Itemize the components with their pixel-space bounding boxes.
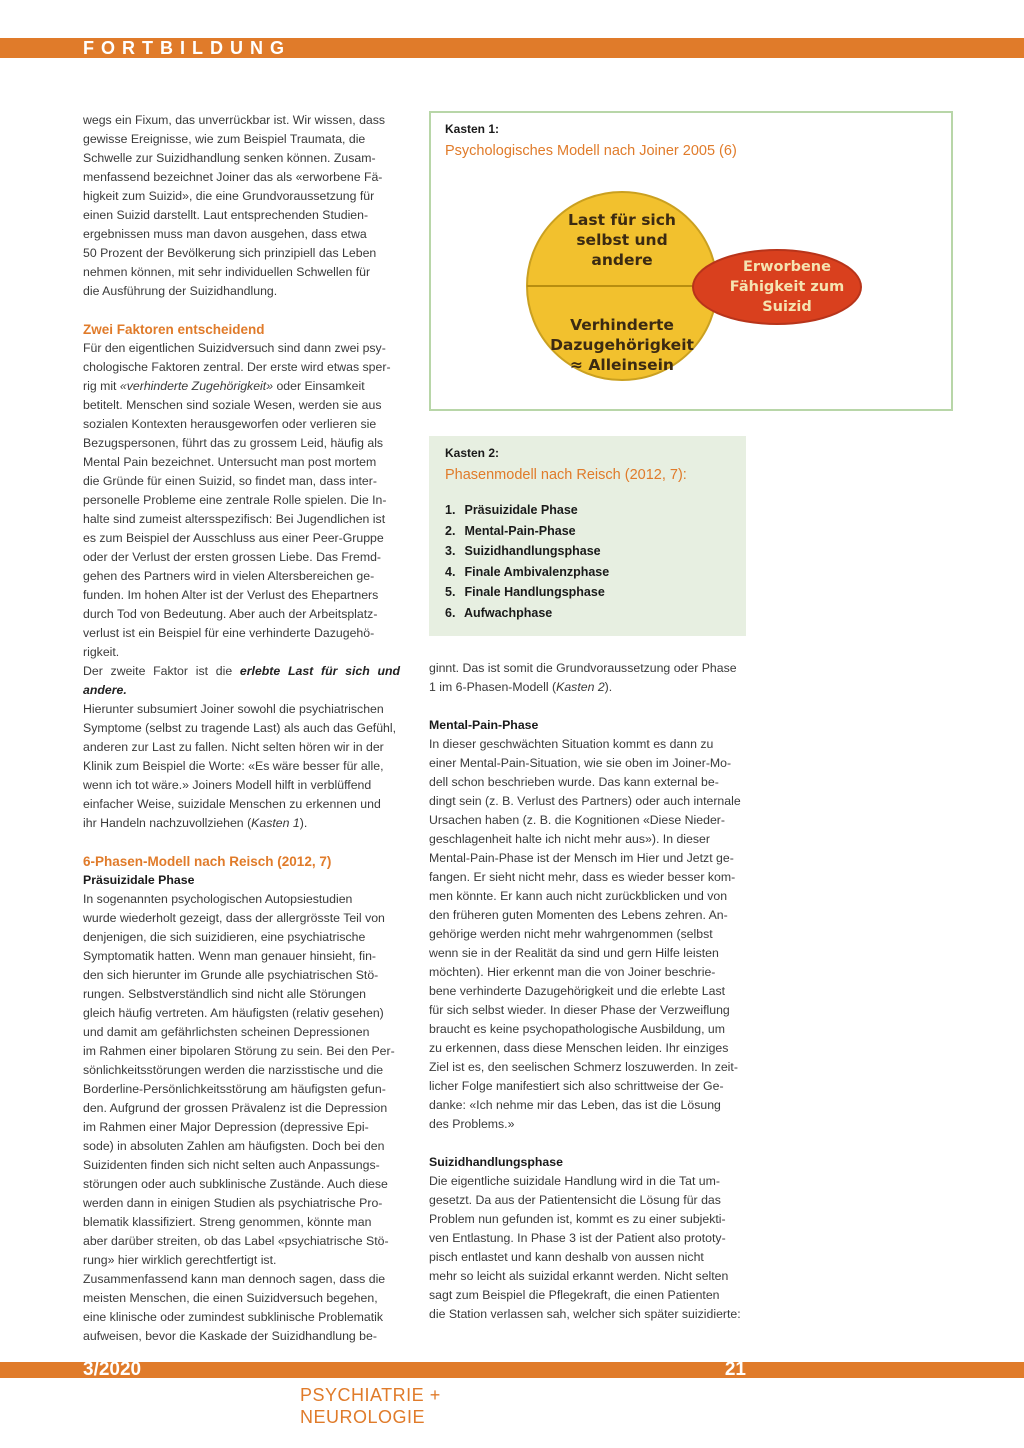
text-line: Hierunter subsumiert Joiner sowohl die psychiatrischen [83,702,384,716]
text-line: durch Tod von Bedeutung. Aber auch der Arbeitsplatz- [83,607,378,621]
text-line: gehen des Partners wird in vielen Altersbereichen ge- [83,569,375,583]
text-line: Ursachen haben (z. B. die Kognitionen «Diese Nieder- [429,813,725,827]
text-line: einer Mental-Pain-Situation, wie sie oben im Joiner-Mo- [429,756,732,770]
reference-kasten-2: Kasten 2 [556,680,605,694]
text-line: werden dann in einigen Studien als psychiatrische Pro- [83,1196,383,1210]
text-line: mehr so leicht als suizidal erkannt werden. Nicht selten [429,1269,729,1283]
text-line: blematik klassifiziert. Streng genommen, könnte man [83,1215,372,1229]
text-line: Suizidenten finden sich nicht selten auch Anpassungs- [83,1158,380,1172]
text-line: In sogenannten psychologischen Autopsiestudien [83,892,353,906]
text-line: Problem nun gefunden ist, kommt es zu einer subjekti- [429,1212,726,1226]
text-line: störungen oder auch subklinische Zustände. Auch diese [83,1177,388,1191]
upper-label-line: Last für sich [568,211,676,229]
box2-caption: Kasten 2: [445,446,500,460]
text-line: gehörige werden nicht mehr wahrgenommen (selbst [429,927,713,941]
text-line: Mental-Pain-Phase ist der Mensch im Hier und Jetzt ge- [429,851,734,865]
phase-item: 3. Suizidhandlungsphase [445,544,601,559]
text-line: fangen. Er sieht nicht mehr, dass es wieder besser kom- [429,870,736,884]
text-line: wenn ich tot wäre.» Joiners Modell hilft in verblüffend [83,778,372,792]
text-line: Die eigentliche suizidale Handlung wird in die Tat um- [429,1174,720,1188]
text-line: oder der Verlust der ersten grossen Liebe. Das Fremd- [83,550,382,564]
issue-number: 3/2020 [83,1359,142,1380]
box2-title: Phasenmodell nach Reisch (2012, 7): [445,467,687,483]
paragraph-mental-pain [429,735,746,1134]
text-line: und damit am gefährlichsten scheinen Depressionen [83,1025,370,1039]
intro-paragraph [83,111,400,301]
term-erlebte-last: erlebte Last für sich und andere. [83,664,400,697]
text-line: im Rahmen einer bipolaren Störung zu sein. Bei den Per- [83,1044,395,1058]
text-line: dell schon beschrieben wurde. Das kann external be- [429,775,719,789]
text-line: des Problems.» [429,1117,515,1131]
right-column [429,659,746,1324]
paragraph-suizidhandlung [429,1172,746,1324]
text-line: nehmen können, mit sehr individuellen Schwellen für [83,265,371,279]
text-line: 1 im 6-Phasen-Modell (Kasten 2). [429,680,613,694]
text-line: zu erkennen, dass diese Menschen leiden. Ihr einziges [429,1041,729,1055]
paragraph-last [83,700,400,814]
lower-label-line: Dazugehörigkeit [550,336,694,354]
heading-zwei-faktoren: Zwei Faktoren entscheidend [83,322,265,337]
text-line: ihr Handeln nachzuvollziehen (Kasten 1). [83,816,308,830]
text-line: es zum Beispiel der Ausschluss aus einer Peer-Gruppe [83,531,384,545]
text-line: personelle Probleme eine zentrale Rolle spielen. Die In- [83,493,387,507]
subheading-praesuizidale-phase: Präsuizidale Phase [83,873,195,887]
red-label-line: Fähigkeit zum [729,279,845,295]
text-line: Der zweite Faktor ist die erlebte Last für sich und andere. [83,664,400,697]
text-line: den früheren guten Momenten des Lebens zehren. An- [429,908,728,922]
paragraph-praesuizidal [83,890,400,1346]
phase-list [445,500,609,624]
text-line: aufweisen, bevor die Kaskade der Suizidhandlung be- [83,1329,377,1343]
text-line: ginnt. Das ist somit die Grundvoraussetzung oder Phase [429,661,737,675]
text-line: sode) in absoluten Zahlen am häufigsten. Doch bei den [83,1139,385,1153]
lower-label-line: Verhinderte [570,316,674,334]
phase-item: 4. Finale Ambivalenzphase [445,564,610,579]
text-line: licher Folge manifestiert sich also schrittweise der Ge- [429,1079,724,1093]
text-line: dingt sein (z. B. Verlust des Partners) oder auch internale [429,794,741,808]
text-line: menfassend bezeichnet Joiner das als «erworbene Fä- [83,170,383,184]
text-line: verlust ist ein Beispiel für eine verhinderte Dazugehö- [83,626,375,640]
text-line: Symptome (selbst zu tragende Last) als auch das Gefühl, [83,721,397,735]
box1-title: Psychologisches Modell nach Joiner 2005 (6) [445,143,737,159]
text-line: In dieser geschwächten Situation kommt es dann zu [429,737,714,751]
text-line: anderen zur Last zu fallen. Nicht selten hören wir in der [83,740,384,754]
text-line: Für den eigentlichen Suizidversuch sind dann zwei psy- [83,341,386,355]
text-line: funden. Im hohen Alter ist der Verlust des Ehepartners [83,588,379,602]
phase-item: 2. Mental-Pain-Phase [445,523,576,538]
text-line: rung» hier wirklich gerechtfertigt ist. [83,1253,277,1267]
box1-caption: Kasten 1: [445,122,500,136]
subheading-mental-pain-phase: Mental-Pain-Phase [429,718,539,732]
page-number: 21 [724,1359,746,1380]
text-line: den. Aufgrund der grossen Prävalenz ist die Depression [83,1101,388,1115]
text-line: ergebnissen muss man davon ausgehen, dass etwa [83,227,367,241]
text-line: men könnte. Er kann auch nicht zurückblicken und von [429,889,728,903]
text-line: rungen. Selbstverständlich sind nicht alle Störungen [83,987,367,1001]
text-line: Mental Pain bezeichnet. Untersucht man post mortem [83,455,377,469]
text-line: sönlichkeitsstörungen werden die narzisstische und die [83,1063,384,1077]
text-line: Schwelle zur Suizidhandlung senken können. Zusam- [83,151,376,165]
text-line: für sich selbst wieder. In dieser Phase der Verzweiflung [429,1003,730,1017]
text-line: sozialen Kontexten herausgeworfen oder verlieren sie [83,417,377,431]
text-line: wegs ein Fixum, das unverrückbar ist. Wir wissen, dass [83,113,386,127]
text-line: Borderline-Persönlichkeitsstörung am häufigsten gefun- [83,1082,386,1096]
journal-name: PSYCHIATRIE + NEUROLOGIE [300,1385,441,1427]
subheading-suizidhandlungsphase: Suizidhandlungsphase [429,1155,563,1169]
text-line: higkeit zum Suizid», die eine Grundvoraussetzung für [83,189,375,203]
red-label-line: Suizid [762,299,812,315]
text-line: wenn sie in der Realität da sind und gern Hilfe leisten [429,946,719,960]
text-line: gewisse Ereignisse, wie zum Beispiel Traumata, die [83,132,366,146]
text-line: pisch entlastet und kann deshalb von aussen nicht [429,1250,704,1264]
text-line: denjenigen, die sich suizidieren, eine psychiatrische [83,930,366,944]
text-line: Symptomatik hatten. Wenn man genauer hinsieht, fin- [83,949,377,963]
phase-item: 6. Aufwachphase [445,605,553,620]
footer-bar [0,1362,1024,1378]
text-line: Ziel ist es, den seelischen Schmerz loszuwerden. In zeit- [429,1060,738,1074]
text-line: halte sind zumeist altersspezifisch: Bei Jugendlichen ist [83,512,386,526]
text-line: die Ausführung der Suizidhandlung. [83,284,278,298]
reference-kasten-1: Kasten 1 [251,816,300,830]
text-line: danke: «Ich nehme mir das Leben, das ist die Lösung [429,1098,721,1112]
text-line: Zusammenfassend kann man dennoch sagen, dass die [83,1272,386,1286]
phase-item: 1. Präsuizidale Phase [445,503,578,517]
text-line: meisten Menschen, die einen Suizidversuch begehen, [83,1291,378,1305]
text-line: Klinik zum Beispiel die Worte: «Es wäre besser für alle, [83,759,384,773]
text-line: einfacher Weise, suizidale Menschen zu erkennen und [83,797,381,811]
text-line: die Station verlassen sah, welcher sich später suizidierte: [429,1307,741,1321]
left-column [83,111,400,1346]
text-line: rigkeit. [83,645,120,659]
text-line: betitelt. Menschen sind soziale Wesen, werden sie aus [83,398,382,412]
text-line: chologische Faktoren zentral. Der erste wird etwas sper- [83,360,391,374]
text-line: sagt zum Beispiel die Pflegekraft, die einen Patienten [429,1288,720,1302]
text-line: 50 Prozent der Bevölkerung sich prinzipiell das Leben [83,246,377,260]
kasten-2 [429,436,746,636]
joiner-model-diagram [431,113,951,409]
text-line: rig mit «verhinderte Zugehörigkeit» oder Einsamkeit [83,379,365,393]
text-line: die Gründe für einen Suizid, so findet man, dass inter- [83,474,377,488]
text-line: Bezugspersonen, führt das zu grossem Leid, häufig als [83,436,384,450]
phase-item: 5. Finale Handlungsphase [445,585,605,600]
upper-label-line: selbst und [576,231,668,249]
text-line: den sich hierunter im Grunde alle psychiatrischen Stö- [83,968,379,982]
section-label: FORTBILDUNG [83,38,291,58]
lower-label-line: ≈ Alleinsein [570,356,674,374]
text-line: möchten). Hier erkennt man die von Joiner beschrie- [429,965,716,979]
paragraph-zugehoerigkeit [83,396,400,662]
text-line: im Rahmen einer Major Depression (depressive Epi- [83,1120,369,1134]
text-line: braucht es keine psychopathologische Ausbildung, um [429,1022,726,1036]
term-verhinderte-zugehoerigkeit: «verhinderte Zugehörigkeit» [119,379,274,393]
text-line: gesetzt. Da aus der Patientensicht die Lösung für das [429,1193,721,1207]
text-line: eine klinische oder zumindest subklinische Problematik [83,1310,384,1324]
upper-label-line: andere [591,251,653,269]
kasten-1 [429,111,953,411]
heading-6-phasen-modell: 6-Phasen-Modell nach Reisch (2012, 7) [83,854,332,869]
text-line: ven Entlastung. In Phase 3 ist der Patient also prototy- [429,1231,726,1245]
text-line: einen Suizid darstellt. Laut entsprechenden Studien- [83,208,369,222]
text-line: bene verhinderte Dazugehörigkeit und die erlebte Last [429,984,726,998]
text-line: wurde wiederholt gezeigt, dass der allergrösste Teil von [83,911,385,925]
text-line: gleich häufig vertreten. Am häufigsten (relativ gesehen) [83,1006,384,1020]
text-line: aber darüber streiten, ob das Label «psychiatrische Stö- [83,1234,389,1248]
text-line: geschlagenheit halte ich nicht mehr aus»). In dieser [429,832,710,846]
red-label-line: Erworbene [743,259,831,275]
